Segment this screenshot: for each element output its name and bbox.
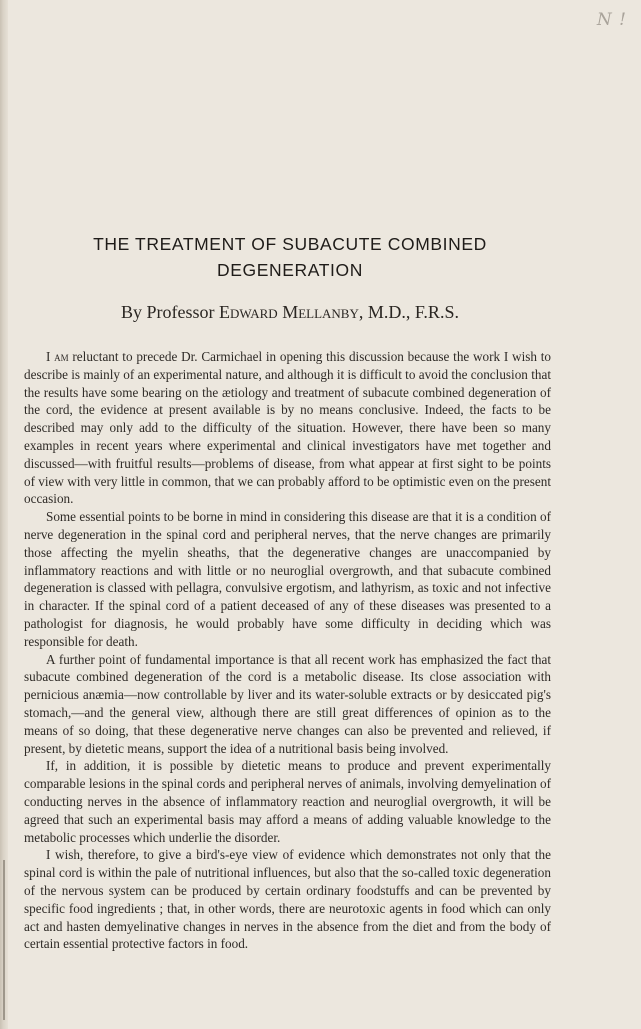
article-title [40, 231, 540, 283]
margin-annotation: N ! [596, 10, 627, 30]
title-line-1: THE TREATMENT OF SUBACUTE COMBINED [93, 234, 487, 254]
page-binding-edge [0, 0, 8, 1029]
article-body [24, 348, 551, 953]
paragraph-2: Some essential points to be borne in mind in considering this disease are that it is a condition of nerve degeneration in the spinal cord and peripheral nerves, that the nerve changes are primarily those affecting the myelin sheaths, that the degenerative changes are unaccompanied by inflammatory reactions and with little or no neuroglial overgrowth, and that subacute combined degeneration is classed with pellagra, convulsive ergotism, and lathyrism, as toxic and not infective in character. If the spinal cord of a patient deceased of any of these diseases was presented to a pathologist for diagnosis, he would probably have some difficulty in deciding which was responsible for death. [24, 509, 551, 649]
paragraph-1 [24, 348, 551, 508]
title-line-2: DEGENERATION [217, 260, 363, 280]
author-byline [40, 301, 540, 323]
author-degrees: , M.D., F.R.S. [358, 302, 459, 322]
paragraph-1-lead: I am [46, 349, 69, 364]
byline-prefix: By Professor [121, 302, 220, 322]
paragraph-4: If, in addition, it is possible by dietetic means to produce and prevent experimentally comparable lesions in the spinal cords and peripheral nerves of animals, involving demyelination of conducting nerves in the absence of inflammatory reaction and neuroglial overgrowth, it will be agreed that such an experimental basis may afford a means of adding valuable knowledge to the metabolic processes which underlie the disorder. [24, 758, 551, 845]
paragraph-3: A further point of fundamental importance is that all recent work has emphasized the fact that subacute combined degeneration of the cord is a metabolic disease. Its close association with pernicious anæmia—now controllable by liver and its water-soluble extracts or by desiccated pig's stomach,—and the general view, although there are still great differences of opinion as to the means of so doing, that these degenerative nerve changes can also be prevented and relieved, if present, by dietetic means, support the idea of a nutritional basis being involved. [24, 651, 551, 756]
author-name: Edward Mellanby [219, 302, 359, 322]
paragraph-1-text: reluctant to precede Dr. Carmichael in opening this discussion because the work I wish to describe is mainly of an experimental nature, and although it is difficult to avoid the conclusion that the results have some bearing on the ætiology and treatment of subacute combined degeneration of the cord, the evidence at present available is by no means conclusive. Indeed, the facts to be described may only add to the difficulty of the situation. However, there have been so many examples in recent years where experimental and clinical investigators have met together and discussed—with fruitful results—problems of disease, from what appear at first sight to be points of view with very little in common, that we can probably afford to be optimistic even on the present occasion. [24, 349, 551, 507]
paragraph-5: I wish, therefore, to give a bird's-eye view of evidence which demonstrates not only that the spinal cord is within the pale of nutritional influences, but also that the so-called toxic degeneration of the nervous system can be produced by certain ordinary foodstuffs and can be prevented by specific food ingredients ; that, in other words, there are neurotoxic agents in food which can only act and hasten demyelinative changes in nerves in the absence from the diet and from the body of certain essential protective factors in food. [24, 847, 551, 952]
